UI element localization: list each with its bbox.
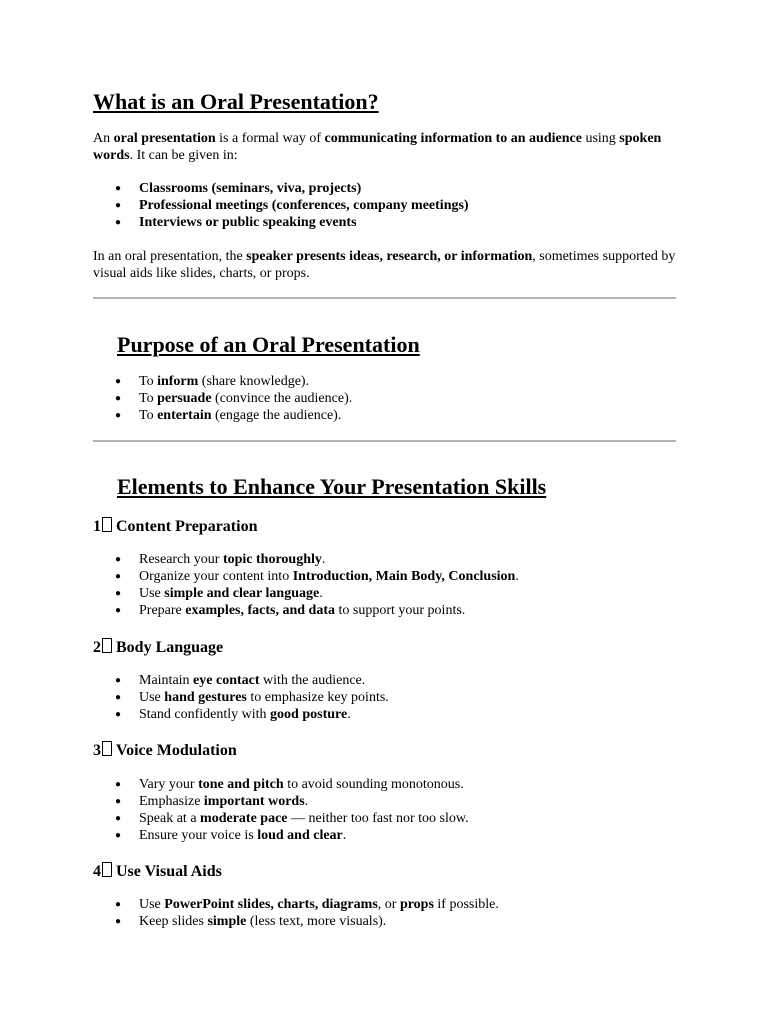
bullet-icon: ● [115,183,122,194]
text-run: using [581,131,620,146]
text-run: with the audience. [259,673,366,688]
visual-aids-list [93,896,676,930]
missing-glyph-icon [102,862,112,877]
bullet-icon: ● [115,899,122,910]
bullet-icon: ● [115,588,122,599]
heading-elements: Elements to Enhance Your Presentation Skills [117,474,547,499]
missing-glyph-icon [102,517,112,532]
list-item [93,810,676,827]
bullet-icon: ● [115,376,122,387]
list-item [93,672,676,689]
bold-text-run: moderate pace [200,811,288,826]
bullet-icon: ● [115,393,122,404]
bullet-icon: ● [115,605,122,616]
text-run: To [139,408,158,423]
subheading-content-preparation: 1 Content Preparation [93,518,258,535]
text-run: . [319,586,323,601]
content-preparation-list [93,551,676,619]
text-run: Prepare [139,603,186,618]
text-run: Use [139,690,165,705]
bullet-icon: ● [115,410,122,421]
subheading-visual-aids: 4 Use Visual Aids [93,863,222,880]
list-item [93,197,676,214]
bullet-icon: ● [115,916,122,927]
text-run: (share knowledge). [198,374,310,389]
bold-text-run: entertain [157,408,212,423]
bullet-icon: ● [115,675,122,686]
bold-text-run: topic thoroughly [222,552,322,567]
bold-text-run: oral presentation [113,131,216,146]
missing-glyph-icon [102,741,112,756]
list-item [93,180,676,197]
list-item [93,568,676,585]
bold-text-run: simple [207,914,247,929]
bold-text-run: persuade [157,391,212,406]
bullet-icon: ● [115,200,122,211]
text-run: to avoid sounding monotonous. [283,777,464,792]
bullet-icon: ● [115,217,122,228]
text-run: To [139,391,158,406]
text-run: . [304,794,309,809]
purpose-list [93,373,676,424]
list-item [93,776,676,793]
bullet-icon: ● [115,571,122,582]
bold-text-run: loud and clear [257,828,343,843]
bold-text-run: important words [203,794,305,809]
text-run: Speak at a [139,811,201,826]
bold-text-run: examples, facts, and data [185,603,335,618]
voice-modulation-list [93,776,676,844]
text-run: . [342,828,347,843]
text-run: , sometimes supported by visual aids like slides, charts, or props. [93,249,676,281]
bold-text-run: communicating information to an audience [324,131,582,146]
text-run: . It can be given in: [129,148,238,163]
intro-speaker-paragraph [93,248,676,282]
text-run: Stand confidently with [139,707,271,722]
text-run: Use [139,897,165,912]
list-item [93,896,676,913]
bullet-icon: ● [115,779,122,790]
text-run: To [139,374,158,389]
section-divider-2 [93,440,676,442]
subheading-voice-modulation: 3 Voice Modulation [93,742,237,759]
text-run: to emphasize key points. [246,690,389,705]
bold-text-run: simple and clear language [164,586,320,601]
bold-text-run: Professional meetings (conferences, company meetings) [139,198,469,213]
missing-glyph-icon [102,638,112,653]
body-language-list [93,672,676,723]
bold-text-run: inform [157,374,199,389]
bold-text-run: Interviews or public speaking events [139,215,357,230]
list-item [93,827,676,844]
list-item [93,585,676,602]
bold-text-run: Classrooms (seminars, viva, projects) [139,181,362,196]
list-item [93,373,676,390]
list-item [93,551,676,568]
list-item [93,407,676,424]
text-run: In an oral presentation, the [93,249,247,264]
text-run: (engage the audience). [211,408,342,423]
bold-text-run: good posture [270,707,348,722]
text-run: . [347,707,351,722]
list-item [93,214,676,231]
heading-what-is-oral-presentation: What is an Oral Presentation? [93,89,379,114]
bullet-icon: ● [115,796,122,807]
text-run: Keep slides [139,914,208,929]
bold-text-run: PowerPoint slides, charts, diagrams [164,897,378,912]
text-run: Organize your content into [139,569,293,584]
list-item [93,793,676,810]
bold-text-run: eye contact [193,673,260,688]
text-run: Research your [139,552,223,567]
text-run: (less text, more visuals). [246,914,387,929]
list-item [93,913,676,930]
bold-text-run: speaker presents ideas, research, or information [246,249,533,264]
text-run: An [93,131,114,146]
text-run: Vary your [139,777,199,792]
bullet-icon: ● [115,830,122,841]
list-item [93,689,676,706]
text-run: , or [377,897,400,912]
bold-text-run: tone and pitch [198,777,284,792]
text-run: — neither too fast nor too slow. [287,811,469,826]
section-divider-1 [93,297,676,299]
list-item [93,706,676,723]
bullet-icon: ● [115,554,122,565]
bold-text-run: props [399,897,434,912]
bullet-icon: ● [115,813,122,824]
bullet-icon: ● [115,692,122,703]
text-run: Maintain [139,673,194,688]
bullet-icon: ● [115,709,122,720]
intro-venues-list [93,180,676,231]
intro-paragraph [93,130,676,164]
text-run: to support your points. [335,603,466,618]
text-run: is a formal way of [215,131,325,146]
text-run: (convince the audience). [211,391,353,406]
text-run: Emphasize [139,794,204,809]
text-run: Ensure your voice is [139,828,258,843]
bold-text-run: Introduction, Main Body, Conclusion [292,569,516,584]
text-run: if possible. [433,897,499,912]
bold-text-run: hand gestures [164,690,247,705]
list-item [93,390,676,407]
text-run: Use [139,586,165,601]
text-run: . [515,569,519,584]
subheading-body-language: 2 Body Language [93,639,224,656]
text-run: . [321,552,326,567]
heading-purpose: Purpose of an Oral Presentation [117,332,420,357]
list-item [93,602,676,619]
bold-text-run: spoken words [93,131,662,163]
